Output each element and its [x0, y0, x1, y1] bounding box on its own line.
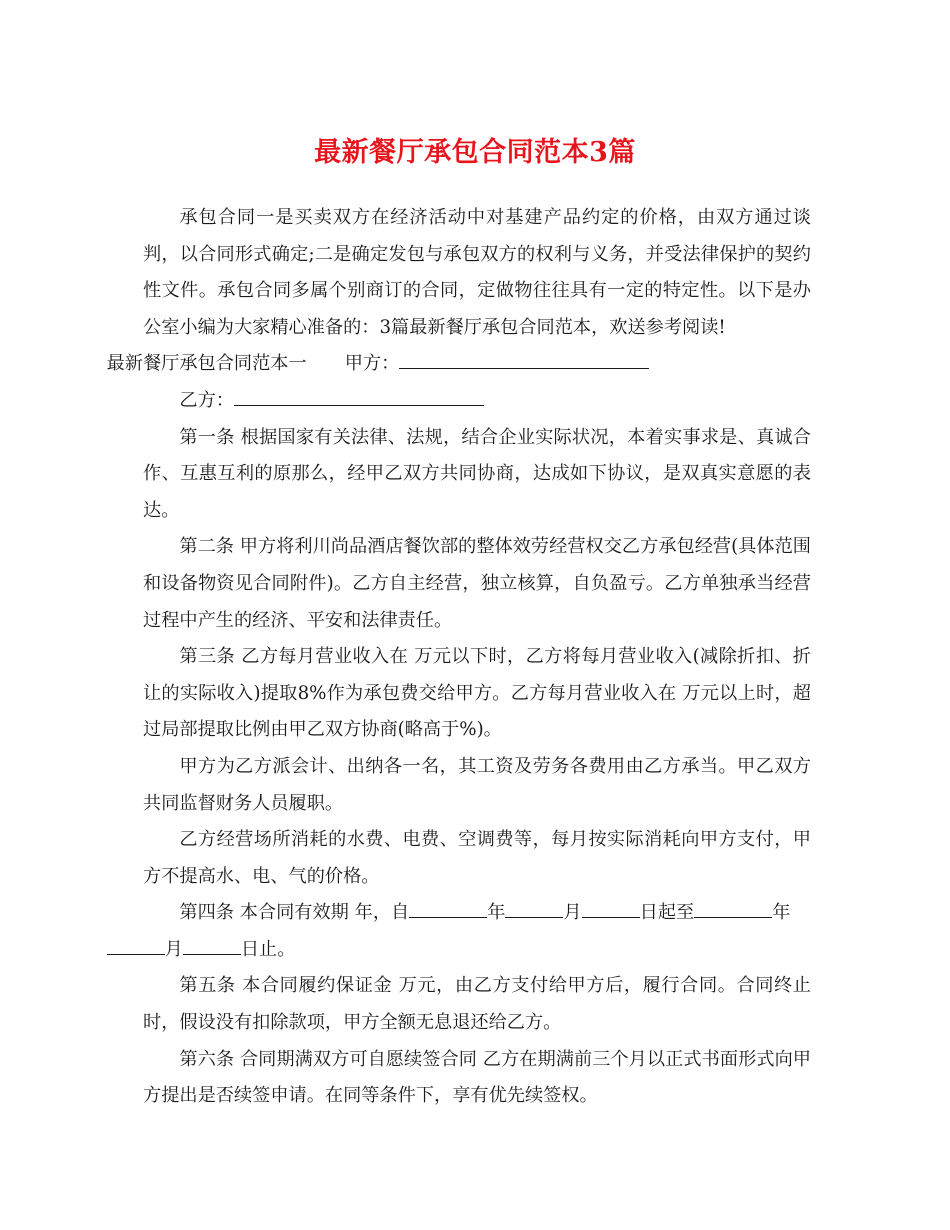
start-year-unit: 年: [487, 902, 506, 924]
accountant-paragraph: 甲方为乙方派会计、出纳各一名，其工资及劳务各费用由乙方承当。甲乙双方共同监督财务人员履职。: [143, 755, 811, 814]
end-month-unit: 月: [164, 938, 183, 960]
article-6: 第六条 合同期满双方可自愿续签合同 乙方在期满前三个月以正式书面形式向甲方提出是否续签申请。在同等条件下，享有优先续签权。: [143, 1048, 811, 1107]
party-b-label: 乙方：: [179, 389, 234, 411]
article-5: 第五条 本合同履约保证金 万元，由乙方支付给甲方后，履行合同。合同终止时，假设没有扣除款项，甲方全额无息退还给乙方。: [143, 975, 811, 1034]
end-month-blank: [107, 935, 165, 955]
document-body: [106, 200, 811, 1115]
article-2: 第二条 甲方将利川尚品酒店餐饮部的整体效劳经营权交乙方承包经营(具体范围和设备物资见合同附件)。乙方自主经营，独立核算，自负盈亏。乙方单独承当经营过程中产生的经济、平安和法律责任。: [143, 536, 811, 631]
intro-text: 承包合同一是买卖双方在经济活动中对基建产品约定的价格，由双方通过谈判，以合同形式确定;二是确定发包与承包双方的权利与义务，并受法律保护的契约性文件。承包合同多属个别商订的合同，定做物往往具有一定的特定性。以下是办公室小编为大家精心准备的：3篇最新餐厅承包合同范本，欢送参考阅读!: [143, 207, 811, 338]
start-day-unit: 日起至: [639, 902, 695, 924]
utilities-paragraph: 乙方经营场所消耗的水费、电费、空调费等，每月按实际消耗向甲方支付，甲方不提高水、电、气的价格。: [143, 829, 811, 887]
end-year-unit: 年: [772, 902, 791, 924]
party-a-blank: [399, 349, 649, 369]
start-year-blank: [409, 898, 487, 918]
party-a-label: 甲方：: [344, 353, 400, 375]
start-day-blank: [582, 898, 640, 918]
article-1: 第一条 根据国家有关法律、法规，结合企业实际状况，本着实事求是、真诚合作、互惠互利的原那么，经甲乙双方共同协商，达成如下协议，是双真实意愿的表达。: [143, 426, 811, 521]
start-month-unit: 月: [563, 902, 582, 924]
end-day-unit: 日止。: [240, 938, 296, 960]
article-3: 第三条 乙方每月营业收入在 万元以下时，乙方将每月营业收入(减除折扣、折让的实际收入)提取8%作为承包费交给甲方。乙方每月营业收入在 万元以上时，超过局部提取比例由甲乙双方协商(略高于%)。: [143, 646, 811, 741]
document-title: 最新餐厅承包合同范本3篇: [314, 137, 636, 168]
intro-paragraph: [106, 200, 811, 383]
party-b-line: [143, 383, 811, 420]
end-year-blank: [694, 898, 772, 918]
end-day-blank: [183, 935, 241, 955]
section-heading: 最新餐厅承包合同范本一: [106, 353, 307, 375]
party-b-blank: [234, 386, 484, 406]
article-4: [143, 895, 811, 968]
start-month-blank: [505, 898, 563, 918]
article-4-prefix: 第四条 本合同有效期 年，自: [179, 902, 410, 924]
